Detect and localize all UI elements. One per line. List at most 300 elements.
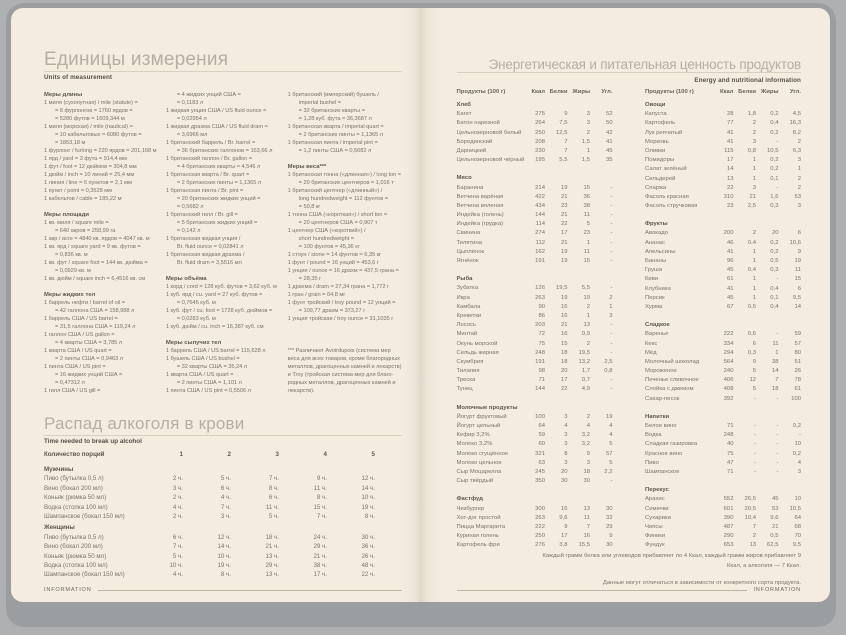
food-value: -	[776, 395, 779, 402]
units-line: 1 куб. дюйм / cu. inch = 16,387 куб. см	[165, 324, 264, 330]
alcohol-row	[44, 494, 375, 503]
alcohol-drink-label: Вино (бокал 200 мл)	[44, 484, 103, 492]
food-name: Цельнозерновой белый	[456, 129, 522, 136]
food-category-heading: Фастфуд	[456, 496, 483, 503]
units-column-2	[166, 91, 280, 395]
food-row	[457, 240, 613, 249]
food-value: 10,4	[744, 514, 756, 521]
food-value: -	[610, 331, 613, 338]
units-line: 1 британская пинта / Br. pint =	[165, 188, 244, 194]
units-line: 1 британская жидкая драхма /	[165, 252, 245, 258]
food-value: 11	[794, 267, 801, 274]
food-row	[645, 341, 801, 350]
food-value: 13	[726, 175, 734, 182]
alcohol-hours-value: 8 ч.	[220, 571, 231, 579]
food-value: 53	[794, 193, 801, 200]
alcohol-col-5: 5	[371, 451, 375, 458]
food-value: 245	[535, 468, 545, 475]
food-value: 0,3	[770, 203, 779, 210]
alcohol-hours-value: 9 ч.	[316, 475, 327, 483]
food-value: 14	[726, 166, 734, 173]
food-value: 22	[726, 184, 734, 191]
units-line: 1 фунт тройский / troy pound = 12 унций =	[287, 300, 396, 306]
units-line: 1 куб. ярд / cu. yard = 27 куб. футов =	[165, 292, 263, 298]
alcohol-hours-value: 6 ч.	[220, 484, 231, 492]
food-value: 250	[535, 129, 545, 136]
food-value: 21	[749, 193, 756, 200]
col-protein: Белки	[738, 89, 756, 95]
units-section-heading: Меры веса***	[287, 164, 327, 170]
alcohol-hours-value: 30 ч.	[361, 533, 375, 541]
food-value: 30	[560, 478, 568, 485]
food-value: 8,2	[792, 129, 801, 136]
food-category-heading: Мясо	[456, 175, 472, 182]
alcohol-drink-label: Шампанское (бокал 150 мл)	[44, 512, 125, 520]
col-products: Продукты (100 г)	[645, 89, 694, 95]
food-row	[645, 331, 801, 340]
food-name: Ветчина варёная	[456, 193, 504, 200]
alcohol-hours-value: 7 ч.	[220, 503, 231, 511]
food-value: 406	[723, 377, 734, 384]
units-line: = 36 британских галлонов = 163,66 л	[176, 148, 273, 154]
units-section-heading: Меры жидких тел	[44, 292, 96, 298]
units-line: 1 пункт / point = 0,3528 мм	[44, 188, 112, 194]
alcohol-hours-value: 3 ч.	[220, 512, 231, 520]
units-line: = 50,8 кг	[298, 204, 321, 210]
food-value: 10,5	[767, 147, 779, 154]
alcohol-hours-value: 10 ч.	[169, 561, 183, 569]
planner-spread	[11, 8, 830, 602]
alcohol-hours-value: 6 ч.	[172, 533, 183, 541]
col-carbs: Угл.	[601, 89, 613, 95]
food-value: 22	[560, 221, 568, 228]
food-name: Скумбрия	[456, 358, 484, 365]
food-name: Шампанское	[645, 468, 680, 475]
alcohol-col-3: 3	[275, 451, 279, 458]
food-value: 1,6	[770, 193, 779, 200]
col-kcal: Ккал	[531, 89, 545, 95]
food-value: 45	[726, 267, 734, 274]
food-name: Сельдь жирная	[456, 349, 499, 356]
food-value: 3	[797, 468, 801, 475]
food-name: Йогурт цельный	[456, 423, 501, 429]
food-name: Креветки	[456, 312, 482, 319]
food-name: Баранина	[456, 184, 484, 191]
food-name: Клубника	[645, 285, 671, 292]
food-value: 19,5	[556, 285, 568, 292]
food-value: 70	[794, 533, 801, 540]
food-value: 1	[752, 285, 756, 292]
food-value: 0,5	[747, 303, 756, 310]
units-line: 1 кв. ярд / square yard = 9 кв. футов =	[44, 244, 141, 250]
food-row	[457, 285, 613, 294]
food-value: 4	[586, 423, 590, 429]
food-value: 12,5	[556, 129, 568, 136]
alcohol-hours-value: 2 ч.	[172, 512, 183, 520]
food-value: 14	[771, 368, 779, 375]
food-value: 57	[605, 450, 613, 457]
food-value: 1	[586, 147, 590, 154]
alcohol-row	[44, 513, 375, 522]
alcohol-hours-value: 26 ч.	[361, 552, 375, 560]
alcohol-row	[44, 475, 375, 484]
units-line: 1 британская тонна («длинная») / long ton =	[287, 172, 402, 178]
food-name: Тунец	[456, 386, 473, 393]
food-value: 4	[609, 432, 613, 439]
food-value: 2	[797, 184, 801, 191]
food-name: Зубатка	[456, 285, 479, 292]
food-value: -	[754, 395, 756, 402]
food-row	[645, 396, 801, 405]
food-row	[645, 295, 801, 304]
food-value: 0,2	[770, 157, 779, 164]
food-value: 6	[797, 230, 801, 237]
alcohol-group-label: Женщины	[44, 524, 75, 532]
units-line: 1 жидкая драхма США / US fluid dram =	[165, 124, 268, 130]
food-value: -	[610, 239, 613, 246]
food-value: 29	[605, 523, 613, 530]
food-value: -	[776, 184, 779, 191]
alcohol-hours-value: 14 ч.	[361, 484, 375, 492]
nutrition-right-column	[645, 89, 801, 551]
food-value: 64	[794, 514, 801, 521]
food-value: 51	[794, 358, 801, 365]
alcohol-hours-value: 3 ч.	[172, 484, 183, 492]
food-value: 60	[538, 441, 545, 448]
units-line: = 640 акров = 258,99 га	[55, 228, 116, 234]
food-value: 3	[797, 157, 801, 164]
alcohol-row	[44, 504, 375, 513]
food-row	[457, 414, 613, 423]
food-category-heading: Рыба	[456, 276, 473, 283]
food-row	[457, 441, 613, 450]
food-value: 1	[752, 276, 756, 283]
alcohol-hours-value: 5 ч.	[172, 552, 183, 560]
food-row	[645, 506, 801, 515]
units-line: 1 дюйм / inch = 10 линий = 25,4 мм	[44, 172, 135, 178]
food-row	[457, 157, 613, 166]
food-row	[645, 130, 801, 139]
right-page-footer	[457, 587, 802, 593]
food-value: -	[610, 212, 613, 219]
food-value: -	[610, 478, 613, 485]
units-line: long hundredweight = 112 фунтов =	[298, 196, 389, 202]
food-row	[457, 341, 613, 350]
food-value: 9	[586, 450, 590, 457]
units-line: 1 кварта США / US quart =	[44, 348, 112, 354]
food-value: 9	[564, 111, 568, 118]
food-value: 222	[535, 523, 545, 530]
food-value: 0,2	[770, 111, 779, 118]
food-value: 3	[586, 459, 590, 466]
food-value: 2	[752, 120, 756, 127]
units-line: = 0,47312 л	[55, 380, 85, 386]
food-row	[457, 478, 613, 487]
units-line: = 20 центнеров США = 0,907 т	[298, 220, 378, 226]
food-row	[457, 451, 613, 460]
food-value: 1	[797, 166, 801, 173]
food-value: 230	[535, 147, 545, 154]
food-value: 11	[583, 212, 590, 219]
alcohol-hours-value: 14 ч.	[217, 543, 231, 551]
food-row	[645, 524, 801, 533]
alcohol-hours-value: 12 ч.	[217, 533, 231, 541]
food-value: 20	[560, 468, 568, 475]
food-value: 263	[535, 514, 545, 521]
food-value: 20,5	[744, 505, 756, 512]
food-value: -	[776, 423, 779, 429]
food-value: 10,5	[789, 505, 801, 512]
food-name: Треска	[456, 377, 476, 384]
food-value: 4	[797, 459, 801, 466]
food-value: 18	[560, 358, 568, 365]
food-value: 2	[752, 230, 756, 237]
food-value: 78	[794, 377, 801, 384]
food-value: 0,8	[604, 368, 613, 375]
food-value: 11	[772, 340, 779, 347]
units-line: = 4 британских кварты = 4,546 л	[176, 164, 261, 170]
food-value: 46	[726, 239, 734, 246]
food-value: 10	[794, 496, 801, 503]
food-name: Куриная голень	[456, 533, 499, 540]
food-value: 275	[535, 111, 545, 118]
food-value: -	[754, 441, 756, 448]
title-rule	[44, 71, 402, 72]
food-value: 3,2	[581, 432, 590, 439]
alcohol-table-body	[44, 466, 375, 581]
food-value: -	[610, 248, 613, 255]
food-name: Икра	[456, 294, 470, 301]
units-line: Br. fluid ounce = 0,02841 л	[176, 244, 244, 250]
food-value: 71	[726, 423, 734, 429]
food-value: 1	[586, 312, 590, 319]
units-line: *** Различают Avoirdupois (система мер	[287, 348, 391, 354]
food-name: Сахар-песок	[645, 395, 680, 402]
food-value: 35	[605, 157, 613, 164]
food-value: 16,3	[789, 120, 801, 127]
units-line: 1 британский центнер («длинный») /	[287, 188, 383, 194]
food-row	[645, 515, 801, 524]
food-value: 263	[535, 294, 545, 301]
food-row	[457, 249, 613, 258]
units-line: = 42 галлона США = 158,988 л	[55, 308, 135, 314]
food-value: 2	[752, 129, 756, 136]
alcohol-header-label: Количество порций	[44, 451, 105, 458]
food-value: 3	[564, 432, 568, 439]
food-row	[645, 432, 801, 441]
food-value: 45	[605, 147, 613, 154]
food-name: Хурма	[645, 303, 663, 310]
food-value: 20	[771, 230, 779, 237]
food-category-heading: Овощи	[645, 102, 666, 108]
food-name: Хот-дог простой	[456, 514, 501, 521]
food-value: 41	[726, 129, 734, 136]
food-row	[457, 359, 613, 368]
units-line: 1 бушель США / US bushel =	[165, 356, 240, 362]
food-value: 10,6	[789, 239, 801, 246]
food-value: 1,8	[747, 111, 756, 118]
units-line: 1 стоун / stone = 14 фунтов = 6,35 кг	[287, 252, 382, 258]
alcohol-group-label: Мужчины	[44, 466, 74, 473]
food-name: Молоко 3,2%	[456, 441, 493, 448]
food-value: 16	[583, 533, 590, 540]
food-value: 2,2	[604, 468, 613, 475]
food-value: 30	[605, 505, 613, 512]
food-row	[457, 130, 613, 139]
food-name: Пиво	[645, 459, 659, 466]
footer-line	[98, 590, 402, 591]
food-value: 0,7	[581, 377, 590, 384]
food-row	[457, 350, 613, 359]
food-name: Цельнозерновой чёрный	[456, 157, 525, 164]
food-value: 9	[797, 248, 801, 255]
alcohol-hours-value: 29 ч.	[265, 561, 279, 569]
food-value: 114	[535, 221, 545, 228]
units-line: 1 баррель США / US barrel = 115,628 л	[165, 348, 266, 354]
food-value: 13,2	[578, 358, 590, 365]
food-name: Спаржа	[645, 184, 667, 191]
food-value: 3	[752, 184, 756, 191]
food-value: -	[776, 441, 779, 448]
food-value: 30	[605, 542, 613, 549]
units-line: = 32 кварты США = 35,24 л	[176, 364, 248, 370]
alcohol-hours-value: 8 ч.	[316, 494, 327, 502]
food-value: 15	[560, 340, 568, 347]
units-line: 1 пинта США / US pint = 0,5506 л	[165, 388, 251, 394]
units-line: = 1853,18 м	[55, 140, 86, 146]
food-name: Сухарики	[645, 514, 671, 521]
food-name: Слойка с джемом	[645, 386, 694, 393]
food-value: 21	[560, 193, 568, 200]
food-value: 5	[752, 368, 756, 375]
food-value: 30	[583, 478, 590, 485]
food-value: 8	[564, 450, 568, 457]
food-name: Сыр твёрдый	[456, 478, 494, 485]
food-value: 86	[538, 312, 545, 319]
units-section-heading: Меры площади	[44, 212, 89, 218]
food-value: -	[754, 450, 756, 457]
food-value: -	[776, 468, 779, 475]
food-value: 59	[538, 432, 545, 439]
units-line: = 8 фурлонгов = 1760 ярдов =	[55, 108, 133, 114]
food-row	[645, 203, 801, 212]
units-line: short hundredweight =	[298, 236, 355, 242]
alcohol-hours-value: 10 ч.	[361, 494, 375, 502]
food-row	[457, 524, 613, 533]
food-row	[645, 267, 801, 276]
alcohol-hours-value: 2 ч.	[172, 475, 183, 483]
food-value: 3	[609, 312, 613, 319]
food-value: 0,4	[770, 303, 779, 310]
food-row	[457, 203, 613, 212]
food-name: Красное вино	[645, 450, 683, 457]
food-value: 13	[749, 542, 756, 549]
units-line: 1 британский баррель / Br. barrel =	[165, 140, 256, 146]
food-value: 653	[723, 542, 734, 549]
alcohol-hours-value: 8 ч.	[364, 512, 375, 520]
food-row	[457, 515, 613, 524]
food-row	[645, 423, 801, 432]
food-value: 601	[723, 505, 734, 512]
food-value: 3	[564, 413, 568, 420]
food-row	[457, 322, 613, 331]
alcohol-hours-value: 24 ч.	[313, 533, 327, 541]
food-value: 14	[794, 303, 801, 310]
food-value: 45	[726, 294, 734, 301]
food-row	[457, 111, 613, 120]
units-column-1	[44, 91, 158, 395]
food-name: Финики	[645, 533, 666, 540]
food-value: 9	[564, 523, 568, 530]
units-line: = 4 кварты США = 3,785 л	[55, 340, 123, 346]
title-rule	[457, 72, 802, 73]
food-value: 80	[794, 349, 801, 356]
food-value: 0,1	[770, 175, 779, 182]
food-name: Авокадо	[645, 230, 668, 237]
units-line: и Troy (тройская система мер для благо-	[287, 372, 394, 378]
food-value: 3,2	[581, 441, 590, 448]
food-row	[645, 441, 801, 450]
food-row	[457, 331, 613, 340]
food-value: 350	[535, 478, 545, 485]
alcohol-row	[44, 553, 375, 562]
alcohol-row	[44, 562, 375, 571]
food-value: 20	[560, 368, 568, 375]
food-value: 203	[535, 322, 545, 329]
food-value: 16	[560, 505, 568, 512]
food-value: 408	[723, 386, 734, 393]
food-value: 15	[583, 184, 590, 191]
food-value: 274	[535, 230, 545, 237]
food-value: 4,9	[581, 386, 590, 393]
food-name: Кекс	[645, 340, 658, 347]
alcohol-col-1: 1	[179, 451, 183, 458]
food-name: Лук репчатый	[645, 129, 683, 136]
nutrition-left-groups	[457, 102, 613, 551]
alcohol-hours-value: 29 ч.	[313, 543, 327, 551]
food-row	[645, 240, 801, 249]
food-value: 434	[535, 202, 545, 209]
food-value: 3	[586, 111, 590, 118]
units-line: 1 фут / foot = 12 дюймов = 304,8 мм	[44, 164, 137, 170]
food-value: 26,5	[744, 496, 756, 503]
food-name: Тилапия	[456, 368, 480, 375]
food-name: Сладкая газировка	[645, 441, 698, 448]
food-value: 195	[535, 157, 545, 164]
food-value: 17	[560, 230, 568, 237]
alcohol-header-row	[44, 451, 375, 464]
food-value: 9	[752, 358, 756, 365]
food-value: 19	[560, 184, 568, 191]
food-value: 77	[726, 120, 734, 127]
food-value: 19	[605, 413, 613, 420]
food-value: 334	[723, 340, 734, 347]
alcohol-hours-value: 19 ч.	[361, 503, 375, 511]
food-value: 1	[752, 294, 756, 301]
food-name: Салат зелёный	[645, 166, 687, 173]
alcohol-hours-value: 5 ч.	[268, 512, 279, 520]
food-value: 0,4	[747, 267, 756, 274]
units-column-3	[288, 91, 402, 395]
food-value: 36	[583, 193, 590, 200]
food-value: 191	[535, 258, 545, 264]
food-value: 61	[794, 386, 801, 393]
food-value: 22	[560, 386, 568, 393]
food-value: 12	[749, 377, 756, 384]
alcohol-hours-value: 11 ч.	[265, 503, 279, 511]
units-line: 1 тонна США («короткая») / short ton =	[287, 212, 388, 218]
food-value: 0,2	[770, 239, 779, 246]
